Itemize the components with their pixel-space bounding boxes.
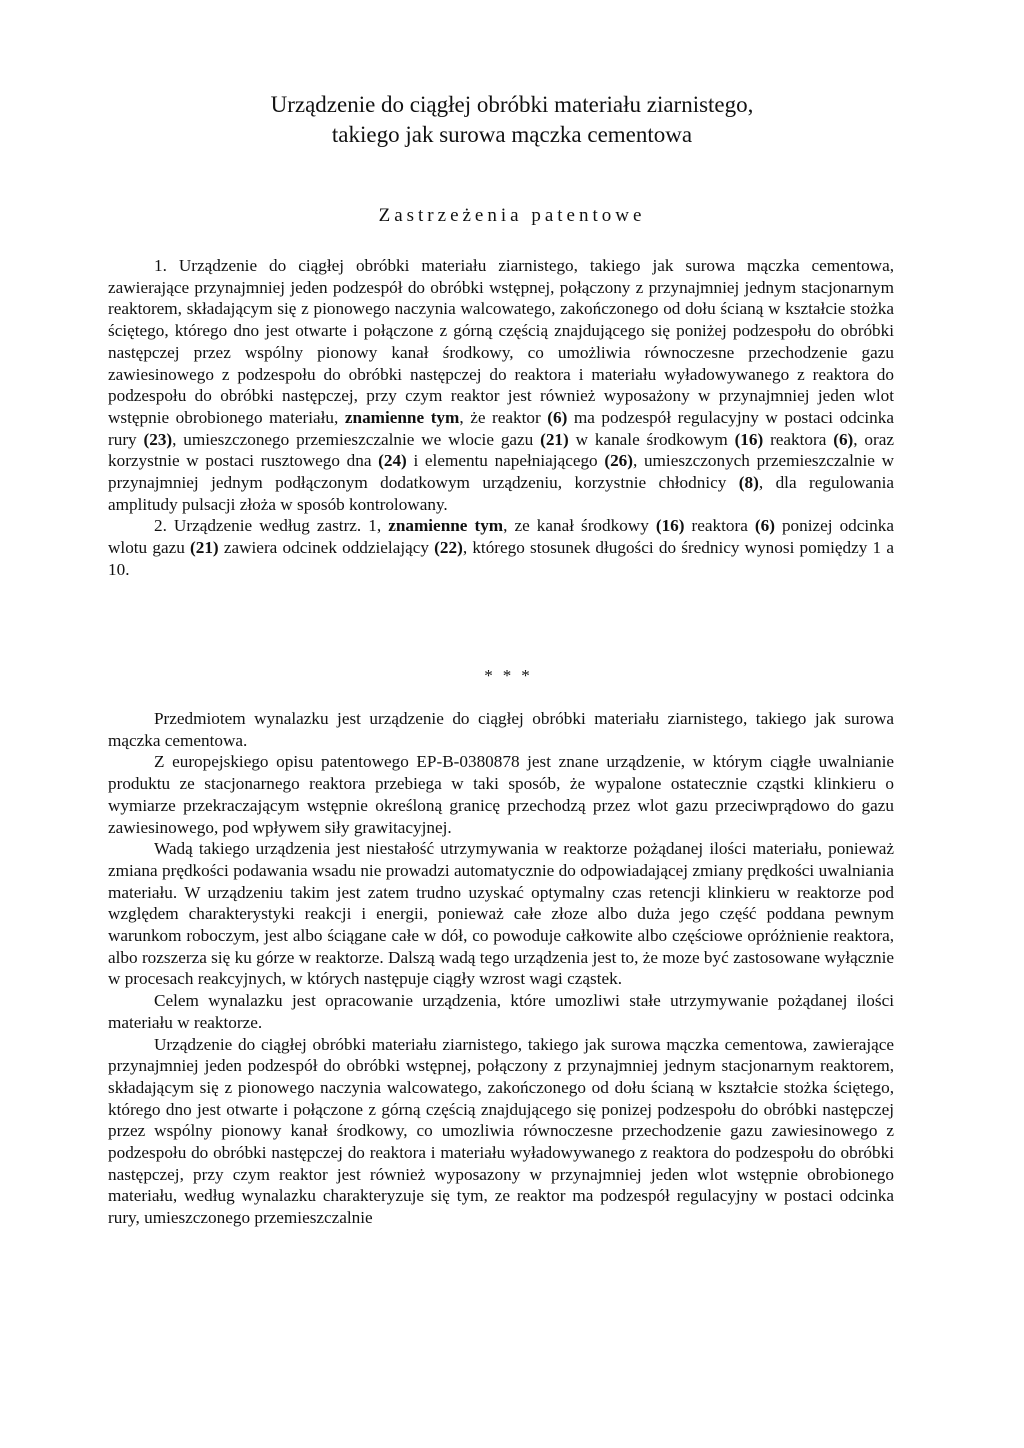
description-paragraph: Urządzenie do ciągłej obróbki materiału ziarnistego, takiego jak surowa mączka cementowa, zawierające przynajmniej jeden podzespół do obróbki wstępnej, połączony z przynajmniej jednym stacjonarnym reaktorem, składającym się z pionowego naczynia walcowatego, zakończonego od dołu ścianą w kształcie stożka ściętego, którego dno jest otwarte i połączone z górną częścią znajdującego się ponizej podzespołu do obróbki następczej przez wspólny pionowy kanał środkowy, co umozliwia równoczesne przechodzenie gazu zawiesinowego z podzespołu do obróbki następczej do reaktora i materiału wyładowywanego z reaktora do podzespołu do obróbki następczej, przy czym reaktor jest również wyposazony w przynajmniej jeden wlot wstępnie obrobionego materiału, według wynalazku charakteryzuje się tym, ze reaktor ma podzespół regulacyjny w postaci odcinka rury, umieszczonego przemieszczalnie [108, 1034, 894, 1228]
reference-number: (21) [190, 538, 219, 558]
title-line-1: Urządzenie do ciągłej obróbki materiału ziarnistego, [270, 92, 754, 117]
reference-number: (24) [378, 451, 407, 471]
claim-text: , oraz korzystnie w postaci rusztowego dna [108, 429, 894, 471]
claim-text: ma podzespół regulacyjny w postaci odcinka rury [108, 407, 894, 449]
claim-text: , umieszczonego przemieszczalnie we wlocie gazu [172, 429, 541, 449]
claim-2 [108, 515, 894, 580]
description-paragraph: Celem wynalazku jest opracowanie urządzenia, które umozliwi stałe utrzymywanie pożądanej ilości materiału w reaktorze. [108, 991, 894, 1032]
claim-text: ponizej odcinka wlotu gazu [108, 516, 894, 558]
description-section [108, 708, 894, 1229]
reference-number: (21) [540, 429, 569, 449]
reference-number: (26) [604, 451, 633, 471]
claim-emphasis: znamienne tym [388, 516, 504, 536]
claim-1 [108, 255, 894, 515]
claim-text: , dla regulowania amplitudy pulsacji złoża w sposób kontrolowany. [108, 473, 894, 514]
document-title [0, 90, 1024, 150]
reference-number: (6) [547, 407, 568, 427]
description-paragraph: Z europejskiego opisu patentowego EP-B-0380878 jest znane urządzenie, w którym ciągłe uwalnianie produktu ze stacjonarnego reaktora przebiega w taki sposób, że wypalone ostatecznie cząstki klinkieru o wymiarze przekraczającym wstępnie określoną granicę przechodzą przez wlot gazu przeciwprądowo do gazu zawiesinowego, pod wpływem siły grawitacyjnej. [108, 752, 894, 837]
description-paragraph: Wadą takiego urządzenia jest niestałość utrzymywania w reaktorze pożądanej ilości materiału, ponieważ zmiana prędkości podawania wsadu nie prowadzi automatycznie do odpowiadającej zmiany prędkości uwalniania materiału. W urządzeniu takim jest zatem trudno uzyskać optymalny czas retencji klinkieru w reaktorze pod względem charakterystyki reakcji i energii, ponieważ całe złoze albo duża jego część poddana pewnym warunkom roboczym, jest albo ściągane całe w dół, co powoduje całkowite albo częściowe opróżnienie reaktora, albo rozszerza się ku górze w reaktorze. Dalszą wadą tego urządzenia jest to, że moze być zastosowane wyłącznie w procesach reakcyjnych, w których następuje ciągły wzrost wagi cząstek. [108, 839, 894, 989]
claims-section [108, 255, 894, 581]
reference-number: (6) [754, 516, 775, 536]
claim-text: , ze kanał środkowy [503, 516, 656, 536]
reference-number: (6) [833, 429, 854, 449]
title-line-2: takiego jak surowa mączka cementowa [331, 122, 693, 147]
claim-text: 1. Urządzenie do ciągłej obróbki materiału ziarnistego, takiego jak surowa mączka cementowa, zawierające przynajmniej jeden podzespół do obróbki wstępnej, połączony z przynajmniej jednym stacjonarnym reaktorem, składającym się z pionowego naczynia walcowatego, zakończonego od dołu ścianą w kształcie stożka ściętego, którego dno jest otwarte i połączone z górną częścią znajdującego się poniżej podzespołu do obróbki następczej przez wspólny pionowy kanał środkowy, co umożliwia równoczesne przechodzenie gazu zawiesinowego z podzespołu do obróbki następczej do reaktora i materiału wyładowywanego z reaktora do podzespołu do obróbki następczej, przy czym reaktor jest również wyposażony w przynajmniej jeden wlot wstępnie obrobionego materiału, [108, 256, 894, 427]
section-heading: Zastrzeżenia patentowe [378, 205, 646, 226]
reference-number: (23) [143, 429, 173, 449]
claim-text: , którego stosunek długości do średnicy wynosi pomiędzy 1 a 10. [108, 538, 894, 579]
claim-text: 2. Urządzenie według zastrz. 1, [154, 516, 389, 536]
claim-text: , umieszczonych przemieszczalnie w przynajmniej jednym podłączonym dodatkowym urządzeniu, korzystnie chłodnicy [108, 451, 894, 493]
reference-number: (16) [734, 429, 764, 449]
claim-text: reaktora [763, 429, 834, 449]
claim-emphasis: znamienne tym [344, 407, 460, 427]
section-separator: *** [484, 666, 540, 685]
claim-text: w kanale środkowym [568, 429, 735, 449]
claim-text: zawiera odcinek oddzielający [218, 538, 435, 558]
claim-text: , że reaktor [459, 407, 548, 427]
reference-number: (8) [738, 473, 759, 493]
reference-number: (22) [434, 538, 463, 558]
claim-text: reaktora [684, 516, 755, 536]
description-paragraph: Przedmiotem wynalazku jest urządzenie do ciągłej obróbki materiału ziarnistego, takiego jak surowa mączka cementowa. [108, 709, 894, 750]
reference-number: (16) [655, 516, 685, 536]
claim-text: i elementu napełniającego [406, 451, 605, 471]
